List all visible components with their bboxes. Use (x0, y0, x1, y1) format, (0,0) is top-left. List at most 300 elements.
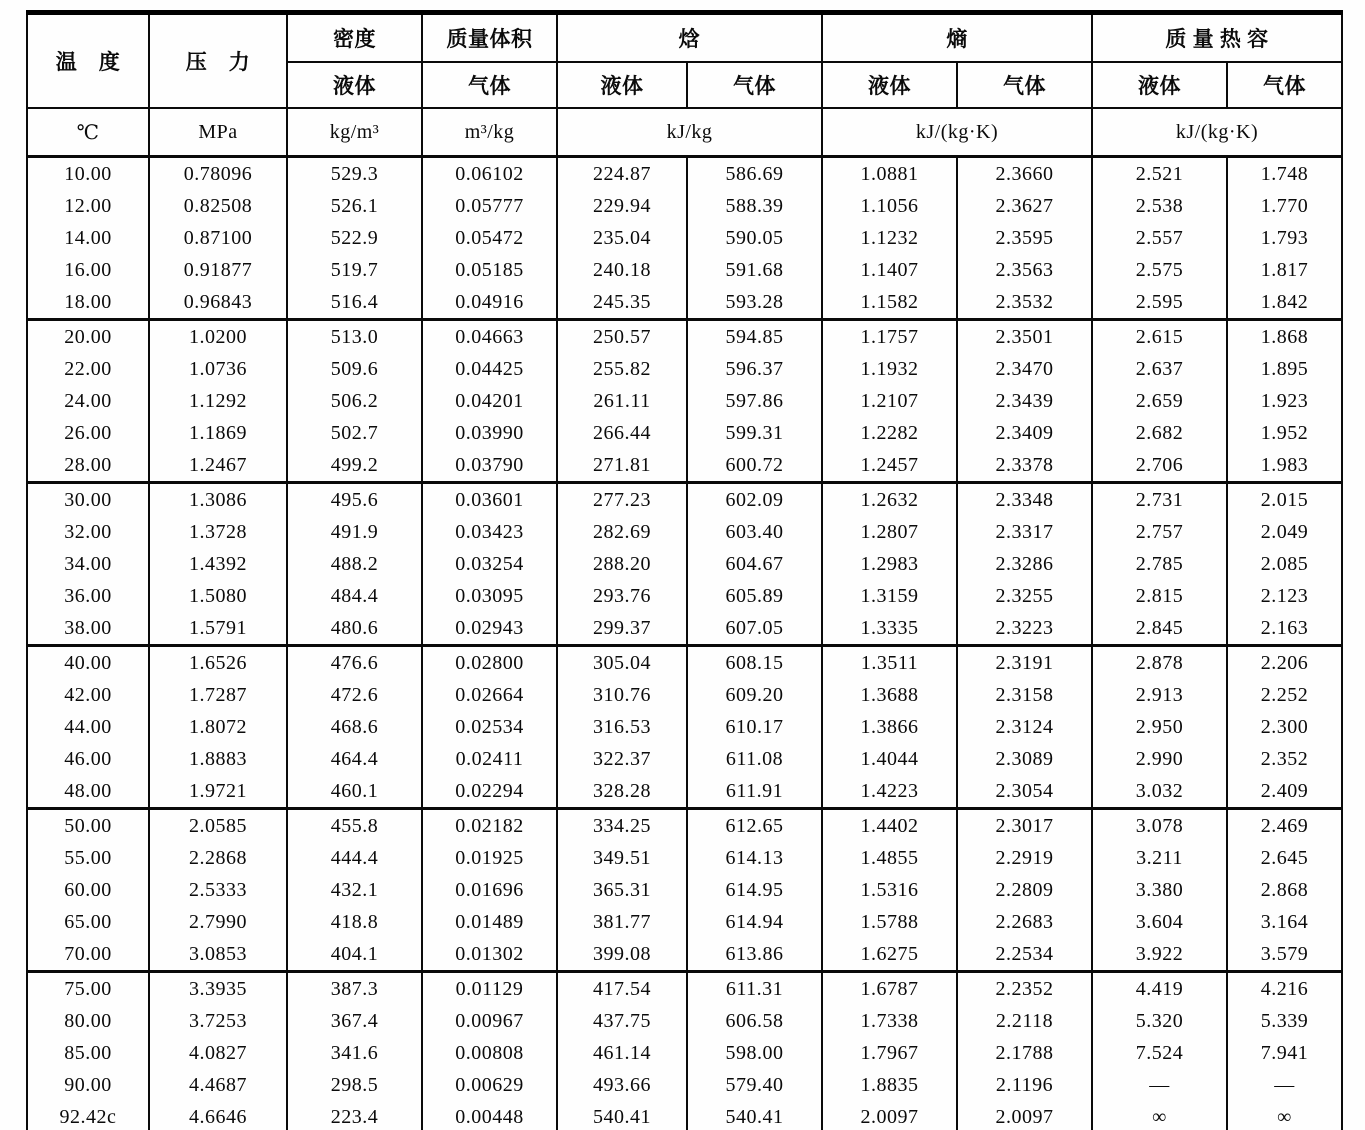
cell: 4.0827 (149, 1037, 287, 1069)
cell: 18.00 (27, 286, 149, 320)
header-group-row (27, 13, 1342, 63)
cell: 605.89 (687, 580, 822, 612)
cell: 1.1582 (822, 286, 957, 320)
cell: ∞ (1227, 1101, 1342, 1130)
cell: 579.40 (687, 1069, 822, 1101)
subheader-heat-capacity-gas: 气体 (1227, 62, 1342, 108)
cell: 316.53 (557, 711, 687, 743)
cell: 1.3688 (822, 679, 957, 711)
cell: 1.1292 (149, 385, 287, 417)
header-pressure: 压 力 (149, 13, 287, 109)
cell: 298.5 (287, 1069, 422, 1101)
cell: 461.14 (557, 1037, 687, 1069)
cell: 607.05 (687, 612, 822, 646)
cell: 2.015 (1227, 483, 1342, 517)
cell: 2.049 (1227, 516, 1342, 548)
cell: 0.04201 (422, 385, 557, 417)
cell: 2.3439 (957, 385, 1092, 417)
cell: 1.3086 (149, 483, 287, 517)
cell: 70.00 (27, 938, 149, 972)
cell: 1.1232 (822, 222, 957, 254)
cell: 22.00 (27, 353, 149, 385)
table-row (27, 743, 1342, 775)
cell: 0.00808 (422, 1037, 557, 1069)
cell: 334.25 (557, 809, 687, 843)
cell: 611.91 (687, 775, 822, 809)
cell: 1.0200 (149, 320, 287, 354)
table-row (27, 1005, 1342, 1037)
cell: 513.0 (287, 320, 422, 354)
cell: 1.1407 (822, 254, 957, 286)
cell: 229.94 (557, 190, 687, 222)
cell: 28.00 (27, 449, 149, 483)
cell: 367.4 (287, 1005, 422, 1037)
cell: 365.31 (557, 874, 687, 906)
cell: 381.77 (557, 906, 687, 938)
cell: 596.37 (687, 353, 822, 385)
cell: 2.637 (1092, 353, 1227, 385)
cell: 2.409 (1227, 775, 1342, 809)
cell: 476.6 (287, 646, 422, 680)
cell: 240.18 (557, 254, 687, 286)
subheader-entropy-gas: 气体 (957, 62, 1092, 108)
cell: 349.51 (557, 842, 687, 874)
cell: 16.00 (27, 254, 149, 286)
cell: 484.4 (287, 580, 422, 612)
cell: 1.8835 (822, 1069, 957, 1101)
cell: 2.3317 (957, 516, 1092, 548)
cell: 224.87 (557, 157, 687, 191)
cell: 14.00 (27, 222, 149, 254)
subheader-density-liquid: 液体 (287, 62, 422, 108)
cell: 613.86 (687, 938, 822, 972)
cell: 0.96843 (149, 286, 287, 320)
cell: 2.300 (1227, 711, 1342, 743)
cell: 3.579 (1227, 938, 1342, 972)
table-row (27, 286, 1342, 320)
cell: 255.82 (557, 353, 687, 385)
table-row (27, 353, 1342, 385)
cell: 2.3660 (957, 157, 1092, 191)
cell: 1.7338 (822, 1005, 957, 1037)
table-row (27, 449, 1342, 483)
cell: 598.00 (687, 1037, 822, 1069)
cell: 50.00 (27, 809, 149, 843)
cell: 3.0853 (149, 938, 287, 972)
cell: ∞ (1092, 1101, 1227, 1130)
cell: 586.69 (687, 157, 822, 191)
cell: 612.65 (687, 809, 822, 843)
cell: 488.2 (287, 548, 422, 580)
cell: 36.00 (27, 580, 149, 612)
cell: 305.04 (557, 646, 687, 680)
cell: 0.02664 (422, 679, 557, 711)
cell: 0.78096 (149, 157, 287, 191)
cell: 1.6526 (149, 646, 287, 680)
table-row (27, 483, 1342, 517)
cell: 0.03990 (422, 417, 557, 449)
cell: 2.878 (1092, 646, 1227, 680)
cell: 42.00 (27, 679, 149, 711)
cell: 1.3511 (822, 646, 957, 680)
table-row (27, 548, 1342, 580)
cell: 1.1932 (822, 353, 957, 385)
cell: 4.216 (1227, 972, 1342, 1006)
cell: 611.31 (687, 972, 822, 1006)
cell: 610.17 (687, 711, 822, 743)
cell: 2.2868 (149, 842, 287, 874)
cell: 3.7253 (149, 1005, 287, 1037)
cell: 2.3286 (957, 548, 1092, 580)
cell: 1.2457 (822, 449, 957, 483)
cell: 277.23 (557, 483, 687, 517)
cell: 0.05472 (422, 222, 557, 254)
cell: 2.3501 (957, 320, 1092, 354)
cell: 2.1788 (957, 1037, 1092, 1069)
cell: 2.2683 (957, 906, 1092, 938)
cell: 1.7287 (149, 679, 287, 711)
cell: 2.206 (1227, 646, 1342, 680)
cell: 506.2 (287, 385, 422, 417)
cell: 271.81 (557, 449, 687, 483)
cell: 282.69 (557, 516, 687, 548)
cell: 2.575 (1092, 254, 1227, 286)
header-heat-capacity: 质 量 热 容 (1092, 13, 1342, 63)
cell: 0.03423 (422, 516, 557, 548)
cell: 588.39 (687, 190, 822, 222)
cell: 1.770 (1227, 190, 1342, 222)
cell: 2.521 (1092, 157, 1227, 191)
cell: 2.252 (1227, 679, 1342, 711)
header-enthalpy: 焓 (557, 13, 822, 63)
cell: 0.02943 (422, 612, 557, 646)
cell: 0.00629 (422, 1069, 557, 1101)
cell: 1.983 (1227, 449, 1342, 483)
cell: 491.9 (287, 516, 422, 548)
cell: 0.03254 (422, 548, 557, 580)
table-row (27, 775, 1342, 809)
cell: 341.6 (287, 1037, 422, 1069)
cell: 3.032 (1092, 775, 1227, 809)
cell: 1.2807 (822, 516, 957, 548)
cell: 85.00 (27, 1037, 149, 1069)
unit-enthalpy: kJ/kg (557, 108, 822, 157)
cell: 1.2632 (822, 483, 957, 517)
subheader-heat-capacity-liquid: 液体 (1092, 62, 1227, 108)
cell: 493.66 (557, 1069, 687, 1101)
header-units-row (27, 108, 1342, 157)
cell: 614.94 (687, 906, 822, 938)
cell: 1.3866 (822, 711, 957, 743)
cell: 522.9 (287, 222, 422, 254)
cell: 48.00 (27, 775, 149, 809)
cell: 1.2983 (822, 548, 957, 580)
cell: 2.2809 (957, 874, 1092, 906)
cell: 4.419 (1092, 972, 1227, 1006)
cell: 20.00 (27, 320, 149, 354)
cell: 2.595 (1092, 286, 1227, 320)
cell: 437.75 (557, 1005, 687, 1037)
subheader-volume-gas: 气体 (422, 62, 557, 108)
cell: 55.00 (27, 842, 149, 874)
cell: 1.2282 (822, 417, 957, 449)
cell: 602.09 (687, 483, 822, 517)
cell: 1.923 (1227, 385, 1342, 417)
cell: 10.00 (27, 157, 149, 191)
cell: 2.3054 (957, 775, 1092, 809)
cell: 0.01129 (422, 972, 557, 1006)
cell: 1.2107 (822, 385, 957, 417)
cell: 7.941 (1227, 1037, 1342, 1069)
unit-entropy: kJ/(kg·K) (822, 108, 1092, 157)
cell: 2.757 (1092, 516, 1227, 548)
cell: 0.06102 (422, 157, 557, 191)
cell: 34.00 (27, 548, 149, 580)
header-specific-volume: 质量体积 (422, 13, 557, 63)
cell: 604.67 (687, 548, 822, 580)
cell: 597.86 (687, 385, 822, 417)
table-row (27, 1101, 1342, 1130)
unit-specific-volume: m³/kg (422, 108, 557, 157)
cell: 614.13 (687, 842, 822, 874)
cell: 2.7990 (149, 906, 287, 938)
table-row (27, 190, 1342, 222)
cell: 600.72 (687, 449, 822, 483)
cell: 40.00 (27, 646, 149, 680)
cell: 2.0097 (957, 1101, 1092, 1130)
cell: 38.00 (27, 612, 149, 646)
unit-density: kg/m³ (287, 108, 422, 157)
table-row (27, 254, 1342, 286)
cell: 2.3191 (957, 646, 1092, 680)
cell: 0.02294 (422, 775, 557, 809)
cell: 1.9721 (149, 775, 287, 809)
cell: 2.469 (1227, 809, 1342, 843)
cell: 235.04 (557, 222, 687, 254)
cell: 5.339 (1227, 1005, 1342, 1037)
subheader-enthalpy-liquid: 液体 (557, 62, 687, 108)
cell: 0.02800 (422, 646, 557, 680)
cell: 32.00 (27, 516, 149, 548)
header-temperature: 温 度 (27, 13, 149, 109)
cell: 418.8 (287, 906, 422, 938)
cell: 2.2919 (957, 842, 1092, 874)
cell: 516.4 (287, 286, 422, 320)
cell: 529.3 (287, 157, 422, 191)
cell: 2.731 (1092, 483, 1227, 517)
cell: 2.3124 (957, 711, 1092, 743)
cell: 1.842 (1227, 286, 1342, 320)
cell: 0.01489 (422, 906, 557, 938)
cell: 614.95 (687, 874, 822, 906)
cell: 75.00 (27, 972, 149, 1006)
cell: 2.085 (1227, 548, 1342, 580)
cell: 1.3728 (149, 516, 287, 548)
unit-heat-capacity: kJ/(kg·K) (1092, 108, 1342, 157)
cell: 455.8 (287, 809, 422, 843)
table-row (27, 809, 1342, 843)
cell: 495.6 (287, 483, 422, 517)
cell: 1.4044 (822, 743, 957, 775)
cell: 1.3335 (822, 612, 957, 646)
cell: 387.3 (287, 972, 422, 1006)
cell: 0.01302 (422, 938, 557, 972)
cell: 2.3627 (957, 190, 1092, 222)
cell: 0.04425 (422, 353, 557, 385)
cell: 0.04663 (422, 320, 557, 354)
cell: 2.3470 (957, 353, 1092, 385)
table-row (27, 612, 1342, 646)
cell: 322.37 (557, 743, 687, 775)
cell: 1.4392 (149, 548, 287, 580)
cell: 24.00 (27, 385, 149, 417)
cell: 3.922 (1092, 938, 1227, 972)
cell: 2.3158 (957, 679, 1092, 711)
cell: 2.845 (1092, 612, 1227, 646)
cell: 0.05777 (422, 190, 557, 222)
cell: 1.5080 (149, 580, 287, 612)
cell: 3.604 (1092, 906, 1227, 938)
cell: 3.164 (1227, 906, 1342, 938)
table-row (27, 938, 1342, 972)
cell: 0.87100 (149, 222, 287, 254)
cell: 266.44 (557, 417, 687, 449)
cell: 0.82508 (149, 190, 287, 222)
cell: 3.380 (1092, 874, 1227, 906)
cell: 2.3089 (957, 743, 1092, 775)
cell: 44.00 (27, 711, 149, 743)
cell: 480.6 (287, 612, 422, 646)
cell: 611.08 (687, 743, 822, 775)
cell: 2.3378 (957, 449, 1092, 483)
cell: 46.00 (27, 743, 149, 775)
cell: 1.3159 (822, 580, 957, 612)
table-row (27, 874, 1342, 906)
cell: 1.0736 (149, 353, 287, 385)
cell: 540.41 (687, 1101, 822, 1130)
cell: 1.2467 (149, 449, 287, 483)
cell: 2.3532 (957, 286, 1092, 320)
cell: 1.817 (1227, 254, 1342, 286)
cell: 92.42c (27, 1101, 149, 1130)
cell: 2.2118 (957, 1005, 1092, 1037)
cell: 591.68 (687, 254, 822, 286)
table-row (27, 157, 1342, 191)
cell: 0.00967 (422, 1005, 557, 1037)
cell: 26.00 (27, 417, 149, 449)
cell: 328.28 (557, 775, 687, 809)
table-row (27, 711, 1342, 743)
cell: 250.57 (557, 320, 687, 354)
cell: 417.54 (557, 972, 687, 1006)
cell: 593.28 (687, 286, 822, 320)
cell: 2.950 (1092, 711, 1227, 743)
cell: 90.00 (27, 1069, 149, 1101)
cell: 399.08 (557, 938, 687, 972)
cell: 4.6646 (149, 1101, 287, 1130)
table-row (27, 842, 1342, 874)
cell: 1.1869 (149, 417, 287, 449)
cell: 2.706 (1092, 449, 1227, 483)
cell: 609.20 (687, 679, 822, 711)
cell: 2.3595 (957, 222, 1092, 254)
cell: 0.05185 (422, 254, 557, 286)
cell: 261.11 (557, 385, 687, 417)
cell: 2.645 (1227, 842, 1342, 874)
cell: 1.4402 (822, 809, 957, 843)
cell: 2.3563 (957, 254, 1092, 286)
cell: 1.0881 (822, 157, 957, 191)
header-entropy: 熵 (822, 13, 1092, 63)
cell: 1.1056 (822, 190, 957, 222)
cell: 1.8072 (149, 711, 287, 743)
cell: 0.03790 (422, 449, 557, 483)
cell: 80.00 (27, 1005, 149, 1037)
cell: 2.3255 (957, 580, 1092, 612)
cell: 2.163 (1227, 612, 1342, 646)
cell: 603.40 (687, 516, 822, 548)
header-density: 密度 (287, 13, 422, 63)
cell: 3.078 (1092, 809, 1227, 843)
cell: 30.00 (27, 483, 149, 517)
cell: 1.7967 (822, 1037, 957, 1069)
cell: 599.31 (687, 417, 822, 449)
cell: 1.952 (1227, 417, 1342, 449)
table-row (27, 516, 1342, 548)
cell: 460.1 (287, 775, 422, 809)
table-body (27, 157, 1342, 1130)
cell: 3.3935 (149, 972, 287, 1006)
table-row (27, 1069, 1342, 1101)
cell: 3.211 (1092, 842, 1227, 874)
cell: 468.6 (287, 711, 422, 743)
unit-temperature: ℃ (27, 108, 149, 157)
table-row (27, 222, 1342, 254)
cell: 1.6787 (822, 972, 957, 1006)
subheader-entropy-liquid: 液体 (822, 62, 957, 108)
cell: 2.2352 (957, 972, 1092, 1006)
cell: 1.5788 (822, 906, 957, 938)
cell: 299.37 (557, 612, 687, 646)
cell: 499.2 (287, 449, 422, 483)
cell: 2.815 (1092, 580, 1227, 612)
cell: 293.76 (557, 580, 687, 612)
cell: 1.8883 (149, 743, 287, 775)
cell: 1.1757 (822, 320, 957, 354)
cell: 288.20 (557, 548, 687, 580)
cell: — (1092, 1069, 1227, 1101)
cell: 2.352 (1227, 743, 1342, 775)
cell: 2.0585 (149, 809, 287, 843)
cell: 2.3223 (957, 612, 1092, 646)
cell: 509.6 (287, 353, 422, 385)
cell: 444.4 (287, 842, 422, 874)
cell: — (1227, 1069, 1342, 1101)
cell: 7.524 (1092, 1037, 1227, 1069)
cell: 1.4855 (822, 842, 957, 874)
cell: 594.85 (687, 320, 822, 354)
cell: 2.2534 (957, 938, 1092, 972)
cell: 2.5333 (149, 874, 287, 906)
cell: 0.04916 (422, 286, 557, 320)
cell: 472.6 (287, 679, 422, 711)
cell: 2.123 (1227, 580, 1342, 612)
cell: 432.1 (287, 874, 422, 906)
cell: 464.4 (287, 743, 422, 775)
cell: 12.00 (27, 190, 149, 222)
cell: 1.868 (1227, 320, 1342, 354)
cell: 2.615 (1092, 320, 1227, 354)
